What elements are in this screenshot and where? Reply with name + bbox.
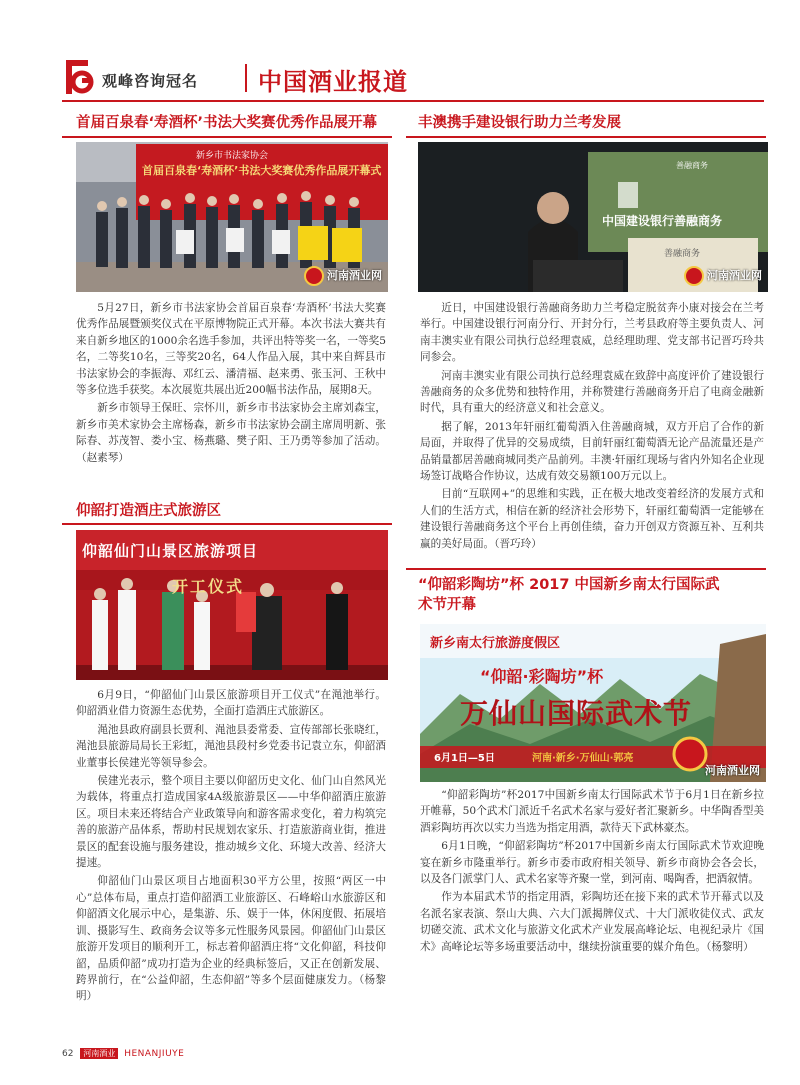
article-body-wushu bbox=[420, 787, 764, 957]
footer-magazine-label: 河南酒业 bbox=[80, 1048, 118, 1059]
page-title: 中国酒业报道 bbox=[258, 68, 408, 96]
article-title-rule bbox=[406, 136, 766, 138]
paragraph: 6月1日晚，“仰韶彩陶坊”杯2017中国新乡南太行国际武术节欢迎晚宴在新乡市隆重举行。新乡市委市政府相关领导、新乡市商协会各会长，以及各门派掌门人、武术名家等齐聚一堂，到河南、喝陶香，把酒叙情。 bbox=[420, 840, 764, 886]
watermark-seal-icon bbox=[684, 266, 704, 286]
article-photo-fengao bbox=[418, 142, 768, 292]
watermark-seal-icon bbox=[304, 266, 324, 286]
page-number: 62 bbox=[62, 1049, 74, 1059]
article-body-calligraphy bbox=[76, 300, 386, 468]
paragraph: 侯建光表示，整个项目主要以仰韶历史文化、仙门山自然风光为载体，将重点打造成国家4A级旅游景区——中华仰韶酒庄旅游区。项目未来还将结合产业政策导向和游客需求变化，着力构筑完善的旅游产品体系，帮助村民规划农家乐、打造旅游商业街，推进景区的配套设施与服务建设，推动城乡文化、环境大改善、经济大提速。 bbox=[76, 775, 386, 870]
article-body-fengao bbox=[420, 300, 764, 554]
paragraph: 河南丰澳实业有限公司执行总经理袁威在致辞中高度评价了建设银行善融商务的众多优势和独特作用，并称赞建行善融商务开启了电商金融新时代，具有重大的经济意义和社会意义。 bbox=[420, 369, 764, 415]
paragraph: 近日，中国建设银行善融商务助力兰考稳定脱贫奔小康对接会在兰考举行。中国建设银行河南分行、开封分行，兰考县政府等主要负责人、河南丰澳实业有限公司执行总经理袁威，总经理助理、党支部书记晋巧玲共同参会。 bbox=[420, 302, 764, 364]
poster-date-text: 6月1日—5日 bbox=[434, 753, 495, 764]
header-divider bbox=[245, 64, 247, 92]
screen-top-text: 善融商务 bbox=[676, 161, 708, 170]
page-footer bbox=[62, 1048, 184, 1059]
paragraph: 渑池县政府副县长贾利、渑池县委常委、宣传部部长张晓红，渑池县旅游局局长王彩虹，渑池县段村乡党委书记袁立东，仰韶酒业董事长侯建光等领导参会。 bbox=[76, 723, 386, 769]
paragraph: 目前“互联网+”的思维和实践，正在极大地改变着经济的发展方式和人们的生活方式，相信在新的经济社会形势下，轩丽红葡萄酒一定能够在建设银行善融商务这个平台上再创佳绩，奋力开创双方资源互补、互利共赢的美好局面。（晋巧玲） bbox=[420, 488, 764, 550]
page-header bbox=[62, 58, 762, 98]
article-title-fengao: 丰澳携手建设银行助力兰考发展 bbox=[418, 115, 621, 131]
photo-watermark: 河南酒业网 bbox=[705, 764, 760, 777]
title-line: 术节开幕 bbox=[418, 597, 476, 613]
paragraph: 仰韶仙门山景区项目占地面积30平方公里，按照“两区一中心”总体布局，重点打造仰韶酒工业旅游区、石峰峪山水旅游区和仰韶酒文化展示中心，是集游、乐、娱于一体，休闲度假、拓展培训、摄影写生、政商务会议等多元性服务风景园。仰韶仙门山景区旅游开发项目的顺利开工，标志着仰韶酒庄将“文化仰韶，科技仰韶，品质仰韶”成功打造为企业的经典标签后，又正在创新发展、跨界前行，在“公益仰韶，生态仰韶”等多个层面健康发力。（杨黎明） bbox=[76, 875, 386, 1003]
photo-banner-main-text: 首届百泉春‘寿酒杯’书法大奖赛优秀作品展开幕式 bbox=[142, 164, 382, 177]
article-photo-wushu bbox=[420, 624, 766, 782]
magazine-logo-icon bbox=[62, 58, 96, 96]
screen-main-text: 中国建设银行善融商务 bbox=[602, 214, 723, 228]
paragraph: 新乡市领导王保旺、宗怀川，新乡市书法家协会主席刘森宝，新乡市美术家协会主席杨森，新乡市书法家协会副主席周明新、张际春、苏茂智、娄小宝、杨燕璐、樊子阳、王乃勇等参加了活动。（赵素琴） bbox=[76, 402, 386, 464]
article-title-wushu bbox=[418, 575, 768, 615]
sponsor-brand: 观峰咨询冠名 bbox=[102, 72, 199, 90]
podium-text: 善融商务 bbox=[664, 249, 701, 259]
photo-watermark: 河南酒业网 bbox=[304, 266, 382, 286]
header-rule bbox=[62, 100, 764, 102]
poster-cup-text: “仰韶·彩陶坊”杯 bbox=[480, 667, 604, 686]
article-title-rule bbox=[406, 568, 766, 570]
article-photo-yangshao bbox=[76, 530, 388, 680]
poster-top-text: 新乡南太行旅游度假区 bbox=[430, 636, 561, 651]
paragraph: 5月27日，新乡市书法家协会首届百泉春‘寿酒杯’书法大奖赛优秀作品展暨颁奖仪式在平原博物院正式开幕。本次书法大赛共有来自新乡地区的1000余名选手参加，共评出特等奖一名，一等奖5名，二等奖10名，三等奖20名，64人作品入展，其中来自辉县市书法家协会的李振海、邓红云、潘清福、赵来勇、张玉河、王秋中等多位选手获奖。本次展览共展出近200幅书法作品，展期8天。 bbox=[76, 302, 386, 397]
photo-banner-top-text: 新乡市书法家协会 bbox=[196, 151, 269, 161]
paragraph: 据了解，2013年轩丽红葡萄酒入住善融商城，双方开启了合作的新局面，并取得了优异的交易成绩，目前轩丽红葡萄酒无论产品流量还是产品销量都居善融商城同类产品前列。丰澳·轩丽红现场与省内外知名企业现场签订战略合作协议，达成有效交易额100万元以上。 bbox=[420, 420, 764, 483]
article-title-calligraphy: 首届百泉春‘寿酒杯’书法大奖赛优秀作品展开幕 bbox=[76, 115, 378, 131]
poster-place-text: 河南·新乡·万仙山·郭亮 bbox=[532, 753, 634, 764]
paragraph: 6月9日，“仰韶仙门山景区旅游项目开工仪式”在渑池举行。仰韶酒业借力资源生态优势，全面打造酒庄式旅游区。 bbox=[76, 689, 386, 718]
article-body-yangshao bbox=[76, 687, 386, 1007]
article-photo-calligraphy bbox=[76, 142, 388, 292]
title-line: “仰韶彩陶坊”杯 2017 中国新乡南太行国际武 bbox=[418, 577, 720, 593]
paragraph: “仰韶彩陶坊”杯2017中国新乡南太行国际武术节于6月1日在新乡拉开帷幕，50个武术门派近千名武术名家与爱好者汇聚新乡。中华陶香型美酒彩陶坊再次以实力当选为指定用酒，款待天下武林豪杰。 bbox=[420, 789, 764, 834]
footer-magazine-latin: HENANJIUYE bbox=[124, 1049, 185, 1059]
photo-banner-main-text: 仰韶仙门山景区旅游项目 bbox=[82, 542, 259, 560]
article-title-rule bbox=[62, 523, 392, 525]
photo-banner-sub-text: 开工仪式 bbox=[172, 577, 245, 596]
poster-big-text: 万仙山国际武术节 bbox=[460, 697, 693, 730]
article-title-yangshao: 仰韶打造酒庄式旅游区 bbox=[76, 503, 221, 519]
paragraph: 作为本届武术节的指定用酒，彩陶坊还在接下来的武术节开幕式以及名派名家表演、祭山大典、六大门派揭牌仪式、十大门派收徒仪式、武友切磋交流、武术文化与旅游文化武术产业发展高峰论坛、电视纪录片《国术》高峰论坛等多场重要活动中，继续扮演重要的媒介角色。（杨黎明） bbox=[420, 891, 764, 953]
photo-watermark: 河南酒业网 bbox=[684, 266, 762, 286]
article-title-rule bbox=[62, 136, 392, 138]
